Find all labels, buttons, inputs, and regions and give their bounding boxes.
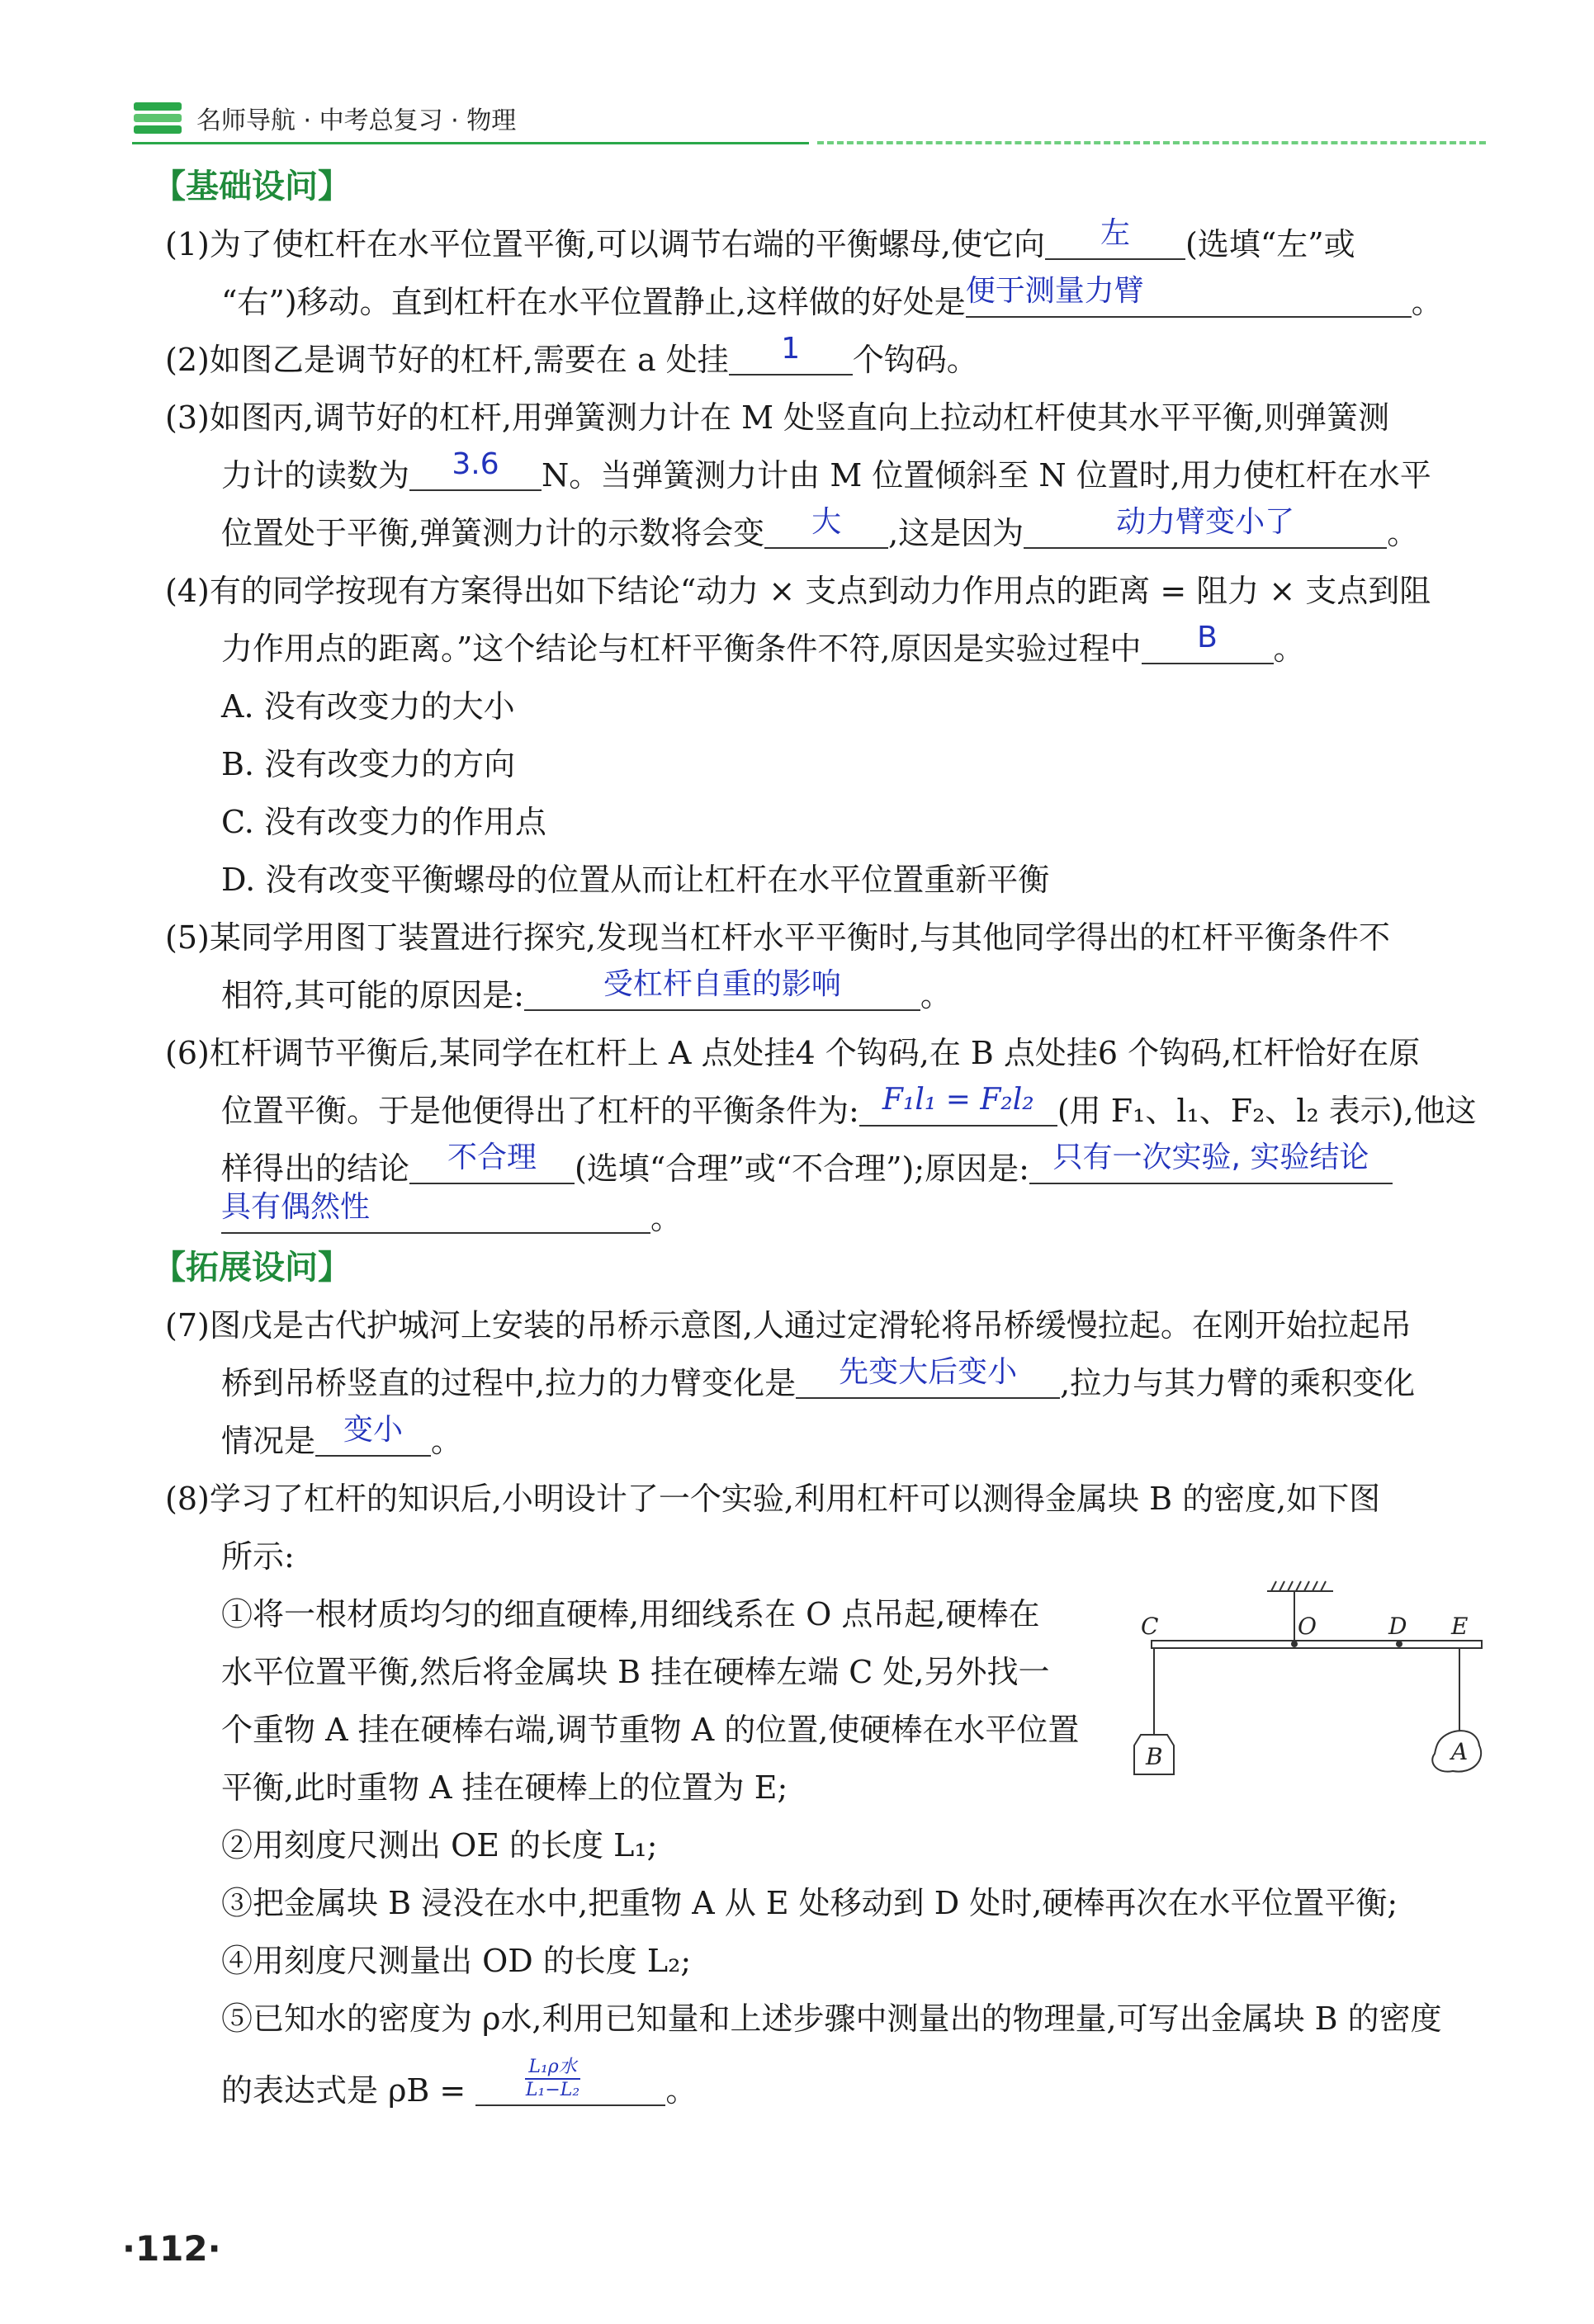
q2-line: (2)如图乙是调节好的杠杆,需要在 a 处挂 1 个钩码。 bbox=[165, 332, 978, 378]
q5-line2: 相符,其可能的原因是: 受杠杆自重的影响 。 bbox=[221, 967, 952, 1013]
section-basic-title: 【基础设问】 bbox=[153, 168, 351, 205]
label-d: D bbox=[1388, 1613, 1407, 1640]
q8-step5-b: 的表达式是 ρB = L₁ρ水 L₁−L₂ 。 bbox=[221, 2057, 698, 2109]
point-o-dot bbox=[1291, 1641, 1298, 1647]
q3-line1: (3)如图丙,调节好的杠杆,用弹簧测力计在 M 处竖直向上拉动杠杆使其水平平衡,则弹簧测 bbox=[165, 399, 1390, 436]
header-dashes bbox=[817, 141, 1486, 144]
q6-blank1[interactable]: F₁l₁ = F₂l₂ bbox=[859, 1092, 1057, 1127]
q1-blank2[interactable]: 便于测量力臂 bbox=[966, 283, 1412, 318]
q8-step3: ③把金属块 B 浸没在水中,把重物 A 从 E 处移动到 D 处时,硬棒再次在水平位置平衡; bbox=[221, 1885, 1398, 1921]
point-d-dot bbox=[1396, 1641, 1402, 1647]
ceiling-support-icon bbox=[1267, 1581, 1333, 1591]
q6-line1: (6)杠杆调节平衡后,某同学在杠杆上 A 点处挂4 个钩码,在 B 点处挂6 个钩码,杠杆恰好在原 bbox=[165, 1035, 1421, 1071]
q8-step1-b: 水平位置平衡,然后将金属块 B 挂在硬棒左端 C 处,另外找一 bbox=[221, 1654, 1050, 1690]
q8-step1-c: 个重物 A 挂在硬棒右端,调节重物 A 的位置,使硬棒在水平位置 bbox=[221, 1712, 1080, 1748]
q3-blank2[interactable]: 大 bbox=[764, 514, 888, 549]
q4-line1: (4)有的同学按现有方案得出如下结论“动力 × 支点到动力作用点的距离 = 阻力 × 支点到阻 bbox=[165, 573, 1431, 609]
q1-blank1[interactable]: 左 bbox=[1045, 225, 1185, 260]
q7-line1: (7)图戊是古代护城河上安装的吊桥示意图,人通过定滑轮将吊桥缓慢拉起。在刚开始拉起吊 bbox=[165, 1307, 1412, 1344]
q4-line2: 力作用点的距离。”这个结论与杠杆平衡条件不符,原因是实验过程中 B 。 bbox=[221, 621, 1305, 667]
lever-figure bbox=[1123, 1576, 1494, 1791]
q7-blank2[interactable]: 变小 bbox=[315, 1422, 431, 1457]
q2-blank[interactable]: 1 bbox=[729, 341, 853, 376]
label-a: A bbox=[1451, 1738, 1469, 1765]
q4-blank[interactable]: B bbox=[1142, 630, 1274, 664]
q4-option-a: A. 没有改变力的大小 bbox=[221, 688, 515, 725]
q8-step4: ④用刻度尺测量出 OD 的长度 L₂; bbox=[221, 1943, 692, 1979]
density-fraction: L₁ρ水 L₁−L₂ bbox=[525, 2057, 580, 2100]
q7-line3: 情况是 变小 。 bbox=[221, 1413, 463, 1459]
label-c: C bbox=[1141, 1613, 1159, 1640]
q6-line4: 具有偶然性 。 bbox=[221, 1190, 683, 1236]
header-title: 名师导航 · 中考总复习 · 物理 bbox=[196, 106, 517, 135]
q3-line2: 力计的读数为 3.6 N。当弹簧测力计由 M 位置倾斜至 N 位置时,用力使杠杆在水平 bbox=[221, 447, 1431, 494]
page-number: ·112· bbox=[122, 2228, 221, 2269]
q6-blank2[interactable]: 不合理 bbox=[409, 1150, 575, 1184]
q6-line2: 位置平衡。于是他便得出了杠杆的平衡条件为: F₁l₁ = F₂l₂ (用 F₁、l₁、F₂、l₂ 表示),他这 bbox=[221, 1083, 1477, 1129]
q8-line2: 所示: bbox=[221, 1538, 295, 1575]
q8-step1-a: ①将一根材质均匀的细直硬棒,用细线系在 O 点吊起,硬棒在 bbox=[221, 1596, 1040, 1632]
q1-line1: (1)为了使杠杆在水平位置平衡,可以调节右端的平衡螺母,使它向 左 (选填“左”或 bbox=[165, 216, 1355, 262]
section-ext-title: 【拓展设问】 bbox=[153, 1249, 351, 1287]
q1-line2: “右”)移动。直到杠杆在水平位置静止,这样做的好处是 便于测量力臂 。 bbox=[221, 274, 1443, 320]
q4-option-d: D. 没有改变平衡螺母的位置从而让杠杆在水平位置重新平衡 bbox=[221, 862, 1050, 898]
q5-blank[interactable]: 受杠杆自重的影响 bbox=[524, 976, 920, 1011]
header-logo bbox=[132, 99, 183, 140]
label-b: B bbox=[1146, 1743, 1163, 1770]
label-o: O bbox=[1298, 1613, 1317, 1640]
q8-blank[interactable] bbox=[475, 2057, 665, 2106]
rod bbox=[1152, 1641, 1482, 1648]
q8-step1-d: 平衡,此时重物 A 挂在硬棒上的位置为 E; bbox=[221, 1769, 788, 1806]
q4-option-c: C. 没有改变力的作用点 bbox=[221, 804, 546, 840]
q7-blank1[interactable]: 先变大后变小 bbox=[796, 1364, 1060, 1399]
q8-step2: ②用刻度尺测出 OE 的长度 L₁; bbox=[221, 1827, 658, 1863]
q3-blank3[interactable]: 动力臂变小了 bbox=[1024, 514, 1387, 549]
book-logo-icon bbox=[132, 99, 183, 140]
q5-line1: (5)某同学用图丁装置进行探究,发现当杠杆水平平衡时,与其他同学得出的杠杆平衡条件不 bbox=[165, 919, 1390, 956]
q7-line2: 桥到吊桥竖直的过程中,拉力的力臂变化是 先变大后变小 ,拉力与其力臂的乘积变化 bbox=[221, 1355, 1416, 1401]
q6-line3: 样得出的结论 不合理 (选填“合理”或“不合理”);原因是: 只有一次实验, 实验结论 bbox=[221, 1149, 1393, 1188]
header-rule bbox=[132, 142, 809, 144]
q3-blank1[interactable]: 3.6 bbox=[409, 456, 542, 491]
q8-line1: (8)学习了杠杆的知识后,小明设计了一个实验,利用杠杆可以测得金属块 B 的密度,如下图 bbox=[165, 1481, 1381, 1517]
q3-line3: 位置处于平衡,弹簧测力计的示数将会变 大 ,这是因为 动力臂变小了 。 bbox=[221, 505, 1419, 551]
q4-option-b: B. 没有改变力的方向 bbox=[221, 746, 516, 782]
q6-blank3[interactable]: 只有一次实验, 实验结论 bbox=[1029, 1150, 1393, 1184]
label-e: E bbox=[1451, 1613, 1469, 1640]
q6-blank3-cont[interactable]: 具有偶然性 bbox=[221, 1199, 650, 1234]
q8-step5-a: ⑤已知水的密度为 ρ水,利用已知量和上述步骤中测量出的物理量,可写出金属块 B 的密度 bbox=[221, 2000, 1442, 2037]
